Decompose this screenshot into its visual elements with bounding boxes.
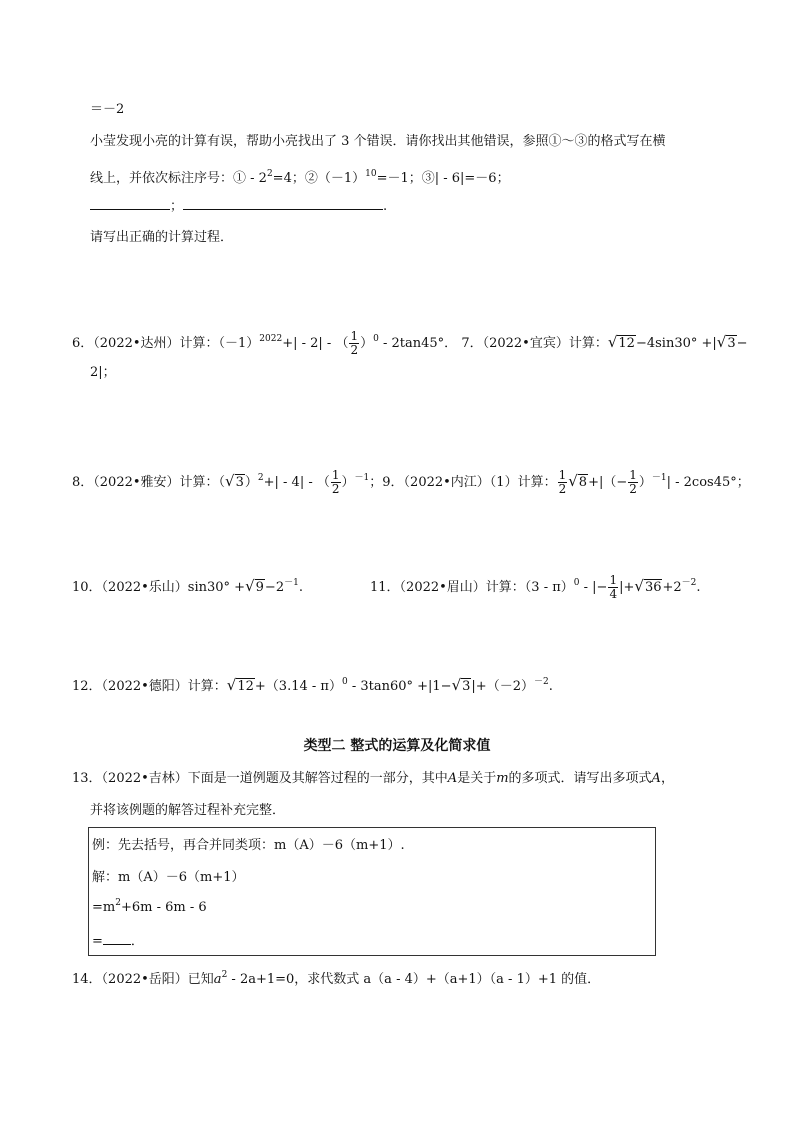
text: =4；②（－1） <box>272 171 366 186</box>
text: ） <box>244 475 258 490</box>
radicand: 12 <box>618 336 635 351</box>
separator: ； <box>170 199 184 214</box>
text: 是关于 <box>457 771 497 786</box>
radicand: 8 <box>578 475 588 490</box>
answer-blanks <box>90 197 387 216</box>
example-line-4 <box>92 930 144 949</box>
result-line: ＝－2 <box>90 102 125 117</box>
text: 线上，并依次标注序号：① - 2 <box>90 171 267 186</box>
problem-9-label: 9．（2022•内江）（1）计算： <box>382 475 557 490</box>
example-line-1: 例：先去括号，再合并同类项：m（A）－6（m+1）. <box>92 838 405 853</box>
text: +2 <box>662 580 682 595</box>
text: ） <box>638 475 652 490</box>
problem-13-line-2: 并将该例题的解答过程补充完整． <box>90 803 286 818</box>
text: − <box>736 336 748 351</box>
superscript: 10 <box>365 169 377 179</box>
problem-8-label: 8．（2022•雅安）计算：（ <box>72 475 226 490</box>
section-heading: 类型二 整式的运算及化简求值 <box>303 738 491 754</box>
superscript: 0 <box>373 334 379 344</box>
fraction <box>608 574 618 601</box>
radicand: 3 <box>462 679 471 694</box>
text: =－1；③| - 6|=－6； <box>376 171 510 186</box>
fraction <box>331 469 341 496</box>
fraction-denominator: 2 <box>331 482 340 496</box>
superscript: －1 <box>284 578 299 588</box>
superscript: 2 <box>266 169 273 179</box>
problem-14-line <box>72 966 600 989</box>
variable: A <box>651 771 661 786</box>
variable: a <box>213 972 222 987</box>
fraction-denominator: 2 <box>350 343 359 357</box>
superscript: 2 <box>221 970 228 980</box>
text: +| - 2| - （ <box>282 336 349 351</box>
text: +|（− <box>588 475 628 490</box>
superscript: －2 <box>533 677 549 687</box>
fraction-numerator: 1 <box>629 468 637 482</box>
write-correct-process: 请写出正确的计算过程． <box>90 230 234 245</box>
problem-12-line <box>72 673 553 696</box>
radicand: 3 <box>727 336 736 351</box>
problem-10-line <box>72 574 303 597</box>
text: |+（－2） <box>471 679 534 694</box>
square-root: √3 <box>451 676 471 694</box>
text: | - 2cos45°； <box>666 475 750 490</box>
problem-11-line <box>370 574 701 601</box>
variable: m <box>496 771 509 786</box>
text: - |− <box>579 580 608 595</box>
text: ； <box>369 475 383 490</box>
problem-6-label: 6．（2022•达州）计算：（－1） <box>72 336 260 351</box>
problem-11-label: 11．（2022•眉山）计算：（3 - π） <box>370 580 574 595</box>
fraction-denominator: 2 <box>558 482 567 496</box>
problem-10-label: 10．（2022•乐山）sin30° + <box>72 580 246 595</box>
fraction-denominator: 4 <box>609 587 618 601</box>
text: . <box>298 580 303 595</box>
problem-7-label: 7．（2022•宜宾）计算： <box>461 336 608 351</box>
superscript: 0 <box>341 677 348 687</box>
fraction-numerator: 1 <box>331 468 340 482</box>
find-errors-text-2 <box>90 165 510 188</box>
text: ） <box>341 475 355 490</box>
example-line-2: 解：m（A）－6（m+1） <box>92 870 245 885</box>
fraction-numerator: 1 <box>609 573 618 587</box>
text: +6m - 6m - 6 <box>120 900 207 915</box>
square-root: √3 <box>716 333 736 351</box>
fraction <box>349 330 359 357</box>
example-line-3 <box>92 898 207 915</box>
text: +（3.14 - π） <box>254 679 342 694</box>
problem-6-7-line <box>72 330 748 357</box>
period: . <box>383 199 388 214</box>
text: = <box>92 934 103 949</box>
radicand: 12 <box>237 679 254 694</box>
radicand: 9 <box>255 580 264 595</box>
square-root: √12 <box>226 676 254 694</box>
text: - 3tan60° +|1− <box>347 679 452 694</box>
problem-7-continuation: 2|； <box>90 365 116 380</box>
fraction-denominator: 2 <box>629 482 637 496</box>
text: 的多项式．请写出多项式 <box>508 771 652 786</box>
superscript: －1 <box>354 473 370 483</box>
example-box <box>88 827 656 956</box>
problem-8-9-line <box>72 469 750 496</box>
text: - 2tan45°． <box>378 336 458 351</box>
text: . <box>696 580 701 595</box>
fraction-numerator: 1 <box>350 329 359 343</box>
problem-14-label: 14．（2022•岳阳）已知 <box>72 972 214 987</box>
superscript: 2 <box>257 473 264 483</box>
square-root: √3 <box>225 472 244 490</box>
variable: A <box>447 771 458 786</box>
superscript: 0 <box>573 578 580 588</box>
fraction-numerator: 1 <box>558 468 567 482</box>
text: −2 <box>264 580 285 595</box>
answer-blank-2[interactable] <box>183 197 383 210</box>
fraction <box>558 469 568 496</box>
problem-12-label: 12．（2022•德阳）计算： <box>72 679 227 694</box>
radicand: 36 <box>644 580 662 595</box>
square-root: √9 <box>245 577 264 595</box>
radicand: 3 <box>235 475 244 490</box>
answer-blank[interactable] <box>103 932 131 945</box>
superscript: －1 <box>651 473 667 483</box>
text: +| - 4| - （ <box>263 475 330 490</box>
square-root: √12 <box>607 333 635 351</box>
problem-13-label: 13．（2022•吉林）下面是一道例题及其解答过程的一部分，其中 <box>72 771 448 786</box>
text: . <box>548 679 553 694</box>
answer-blank-1[interactable] <box>90 197 170 210</box>
text: =m <box>92 900 116 915</box>
superscript: 2022 <box>259 334 283 344</box>
text: ． <box>130 934 144 949</box>
find-errors-text-1: 小莹发现小亮的计算有误，帮助小亮找出了 3 个错误．请你找出其他错误，参照①～③的格式写在横 <box>90 134 666 149</box>
square-root: √36 <box>634 577 662 595</box>
text: |+ <box>619 580 635 595</box>
text: - 2a+1=0，求代数式 a（a - 4）+（a+1）（a - 1）+1 的值． <box>227 972 601 987</box>
text: −4sin30° +| <box>635 336 717 351</box>
square-root: √8 <box>568 472 588 490</box>
text: ） <box>360 336 374 351</box>
problem-13-line-1 <box>72 770 674 788</box>
superscript: －2 <box>681 578 697 588</box>
fraction <box>628 469 638 496</box>
text: ， <box>660 771 674 786</box>
superscript: 2 <box>115 898 121 908</box>
